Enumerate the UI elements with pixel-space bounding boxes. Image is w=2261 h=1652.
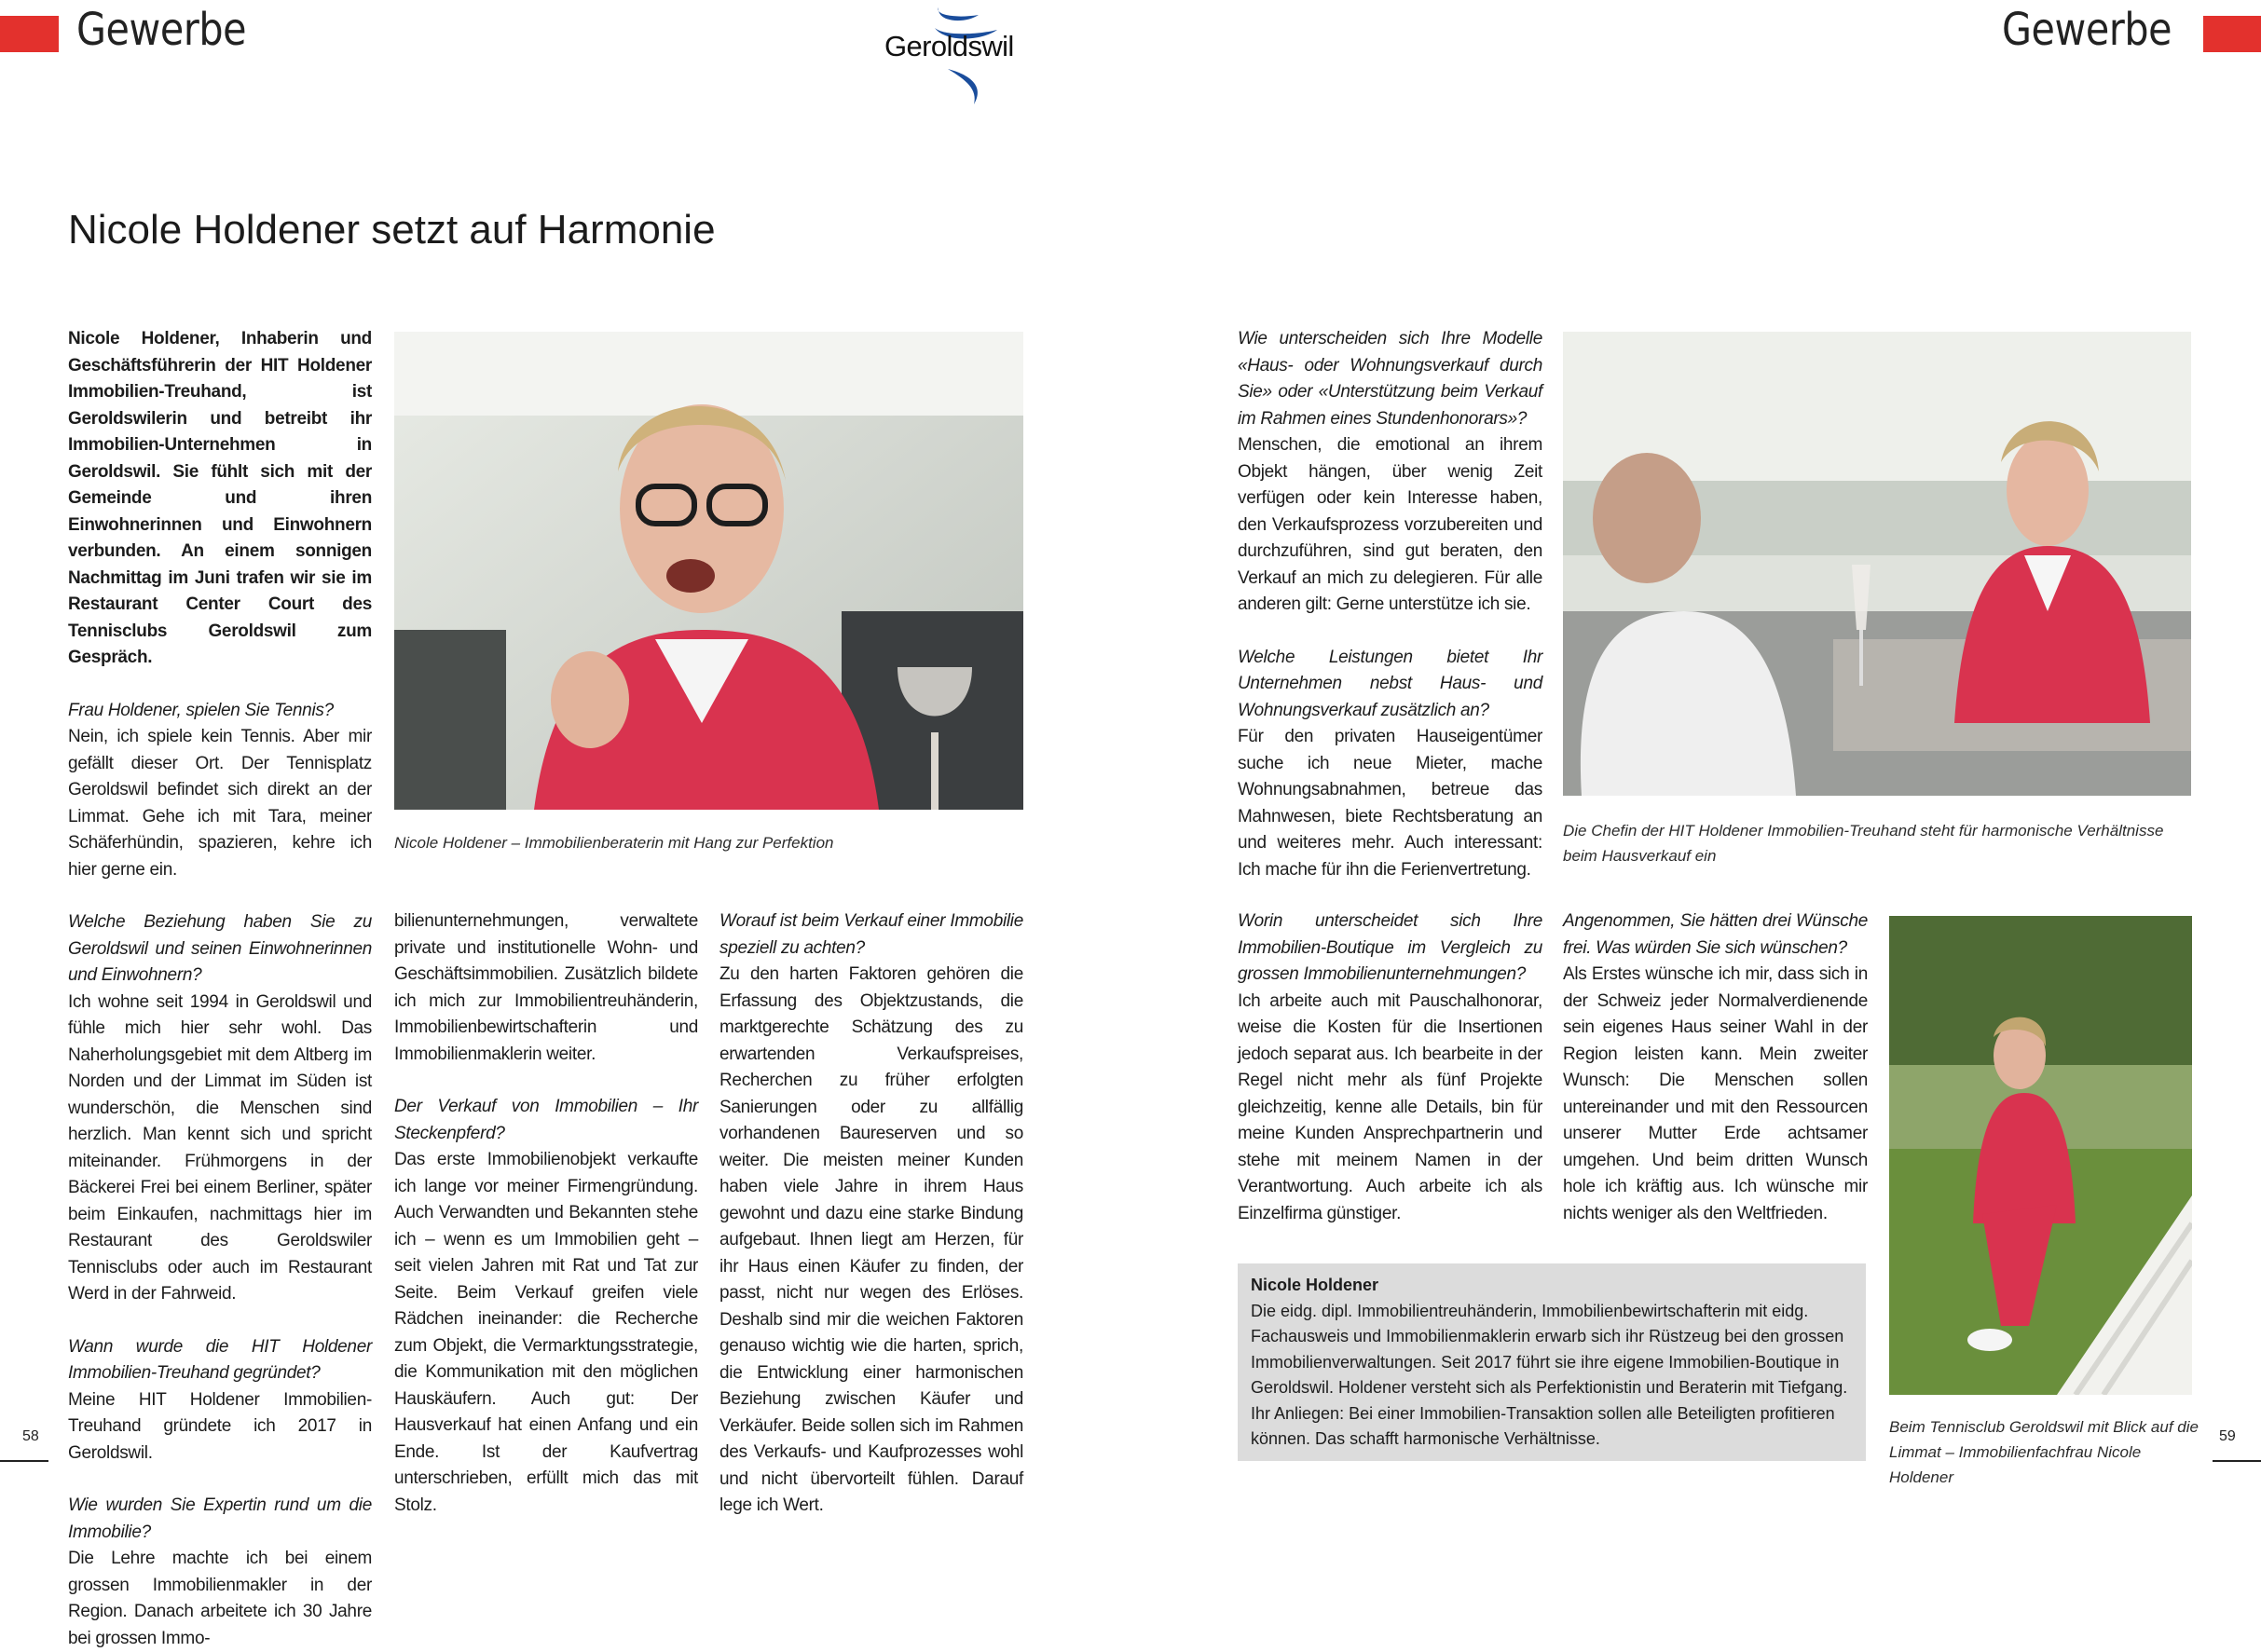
left-accent-bar [0, 16, 59, 52]
section-title-right: Gewerbe [2002, 4, 2172, 56]
bio-box [1238, 1263, 1866, 1461]
caption-photo-1: Nicole Holdener – Immobilienberaterin mit Hang zur Perfektion [394, 834, 834, 852]
logo-wordmark: Geroldswil [884, 30, 1014, 62]
column-4 [1238, 326, 1542, 883]
question-6: Worauf ist beim Verkauf einer Immobilie speziell zu achten? [719, 911, 1023, 958]
article-title: Nicole Holdener setzt auf Harmonie [68, 207, 716, 253]
question-4: Wie wurden Sie Expertin rund um die Immobilie? [68, 1495, 372, 1542]
page-number-left: 58 [22, 1428, 39, 1444]
column-6 [1563, 908, 1868, 1227]
garden-bench-photo [1889, 916, 2192, 1395]
answer-5: Das erste Immobilienobjekt verkaufte ich lange vor meiner Firmengründung. Auch Verwandten und Bekannten stehe ich – wenn es um Immobilien geht – seit vielen Jahren mit Rat und Tat zur Seite. Beim Verkauf greifen viele Rädchen ineinander: die Recherche zum Objekt, die Vermarktungsstrategie, die Kommunikation mit den möglichen Hauskäufern. Auch gut: Der Hausverkauf hat einen Anfang und ein Ende. Ist der Kaufvertrag unterschrieben, erfüllt mich das mit Stolz. [394, 1150, 698, 1515]
column-3 [719, 908, 1023, 1520]
column-5 [1238, 908, 1542, 1227]
answer-8: Für den privaten Hauseigentümer suche ich neue Mieter, mache Wohnungsabnahmen, betreue das Mahnwesen, biete Rechtsberatung an und weiteres mehr. Auch interessant: Ich mache für ihn die Ferienvertretung. [1238, 727, 1542, 880]
answer-4-start: Die Lehre machte ich bei einem grossen Immobilienmakler in der Region. Danach arbeitete ich 30 Jahre bei grossen Immo- [68, 1549, 372, 1648]
page-number-right: 59 [2219, 1428, 2236, 1444]
answer-1: Nein, ich spiele kein Tennis. Aber mir gefällt dieser Ort. Der Tennisplatz Geroldswil befindet sich direkt an der Limmat. Gehe ich mit Tara, meiner Schäferhündin, spazieren, kehre ich hier gerne ein. [68, 727, 372, 880]
answer-4-continued: bilienunternehmungen, verwaltete private und institutionelle Wohn- und Geschäftsimmobilien. Zusätzlich bildete ich mich zur Immobilientreuhänderin, Immobilienbewirtschafterin und Immobilienmaklerin weiter. [394, 911, 698, 1064]
question-10: Angenommen, Sie hätten drei Wünsche frei. Was würden Sie sich wünschen? [1563, 911, 1868, 958]
page-rule-left [0, 1460, 48, 1462]
article-intro: Nicole Holdener, Inhaberin und Geschäftsführerin der HIT Holdener Immobilien-Treuhand, ist Geroldswilerin und betreibt ihr Immobilien-Unternehmen in Geroldswil. Sie fühlt sich mit der Gemeinde und ihren Einwohnerinnen und Einwohnern verbunden. An einem sonnigen Nachmittag im Juni trafen wir sie im Restaurant Center Court des Tennisclubs Geroldswil zum Gespräch. [68, 329, 372, 667]
section-title-left: Gewerbe [76, 4, 247, 56]
answer-3: Meine HIT Holdener Immobilien-Treuhand gründete ich 2017 in Geroldswil. [68, 1389, 372, 1463]
answer-2: Ich wohne seit 1994 in Geroldswil und fühle mich hier sehr wohl. Das Naherholungsgebiet mit dem Altberg im Norden und der Limmat im Süden ist wunderschön, die Menschen sind herzlich. Man kennt sich und spricht miteinander. Frühmorgens in der Bäckerei Frei bei einem Berliner, später beim Einkaufen, nachmittags hier im Restaurant des Geroldswiler Tennisclubs oder auch im Restaurant Werd in der Fahrweid. [68, 991, 372, 1304]
question-8: Welche Leistungen bietet Ihr Unternehmen nebst Haus- und Wohnungsverkauf zusätzlich an? [1238, 647, 1542, 720]
column-1 [68, 326, 372, 1652]
question-9: Worin unterscheidet sich Ihre Immobilien-Boutique im Vergleich zu grossen Immobilienunternehmungen? [1238, 911, 1542, 984]
column-2 [394, 908, 698, 1519]
question-5: Der Verkauf von Immobilien – Ihr Steckenpferd? [394, 1097, 698, 1143]
page-rule-right [2213, 1460, 2261, 1462]
question-7: Wie unterscheiden sich Ihre Modelle «Haus- oder Wohnungsverkauf durch Sie» oder «Unterstützung beim Verkauf im Rahmen eines Stundenhonorars»? [1238, 329, 1542, 429]
caption-photo-2: Die Chefin der HIT Holdener Immobilien-Treuhand steht für harmonische Verhältnisse beim Hausverkauf ein [1563, 822, 2164, 865]
conversation-photo [1563, 332, 2191, 796]
question-2: Welche Beziehung haben Sie zu Geroldswil und seinen Einwohnerinnen und Einwohnern? [68, 912, 372, 985]
portrait-photo [394, 332, 1023, 810]
geroldswil-logo [881, 0, 1030, 108]
right-accent-bar [2203, 16, 2261, 52]
bio-text: Die eidg. dipl. Immobilientreuhänderin, Immobilienbewirtschafterin mit eidg. Fachausweis und Immobilienmaklerin erwarb sich ihr Rüstzeug bei den grossen Immobilienverwaltungen. Seit 2017 führt sie ihre eigene Immobilien-Boutique in Geroldswil. Holdener versteht sich als Perfektionistin und Beraterin mit Tiefgang. Ihr Anliegen: Bei einer Immobilien-Transaktion sollen alle Beteiligten profitieren können. Das schafft harmonische Verhältnisse. [1251, 1301, 1848, 1448]
answer-6: Zu den harten Faktoren gehören die Erfassung des Objektzustands, die marktgerechte Schätzung des zu erwartenden Verkaufspreises, Recherchen zu früher erfolgten Sanierungen oder zu allfällig vorhandenen Baureserven und so weiter. Die meisten meiner Kunden haben viele Jahre in ihrem Haus gewohnt und dazu eine starke Bindung aufgebaut. Ihnen liegt am Herzen, für ihr Haus einen Käufer zu finden, der passt, nicht nur wegen des Erlöses. Deshalb sind mir die weichen Faktoren genauso wichtig wie die harten, sprich, die Entwicklung einer harmonischen Beziehung zwischen Käufer und Verkäufer. Beide sollen sich im Rahmen des Verkaufs- und Kaufprozesses wohl und nicht übervorteilt fühlen. Darauf lege ich Wert. [719, 964, 1023, 1515]
question-1: Frau Holdener, spielen Sie Tennis? [68, 700, 334, 720]
caption-photo-3: Beim Tennisclub Geroldswil mit Blick auf die Limmat – Immobilienfachfrau Nicole Holdener [1889, 1418, 2199, 1486]
answer-10: Als Erstes wünsche ich mir, dass sich in der Schweiz jeder Normalverdienende sein eigenes Haus seiner Wahl in der Region leisten kann. Mein zweiter Wunsch: Die Menschen sollen untereinander und mit den Ressourcen unserer Mutter Erde achtsamer umgehen. Und beim dritten Wunsch hole ich kräftig aus. Ich wünsche mir nichts weniger als den Weltfrieden. [1563, 964, 1868, 1223]
bio-name: Nicole Holdener [1251, 1276, 1379, 1294]
question-3: Wann wurde die HIT Holdener Immobilien-Treuhand gegründet? [68, 1336, 372, 1383]
answer-9: Ich arbeite auch mit Pauschalhonorar, weise die Kosten für die Insertionen jedoch separat aus. Ich bearbeite in der Regel nicht mehr als fünf Projekte gleichzeitig, kenne alle Details, bin für meine Kunden Ansprechpartnerin und stehe mit meinem Namen in der Verantwortung. Auch arbeite ich als Einzelfirma günstiger. [1238, 990, 1542, 1223]
answer-7: Menschen, die emotional an ihrem Objekt hängen, über wenig Zeit verfügen oder kein Interesse haben, den Verkaufsprozess vorzubereiten und durchzuführen, sind gut beraten, den Verkauf an mich zu delegieren. Für alle anderen gilt: Gerne unterstütze ich sie. [1238, 435, 1542, 614]
